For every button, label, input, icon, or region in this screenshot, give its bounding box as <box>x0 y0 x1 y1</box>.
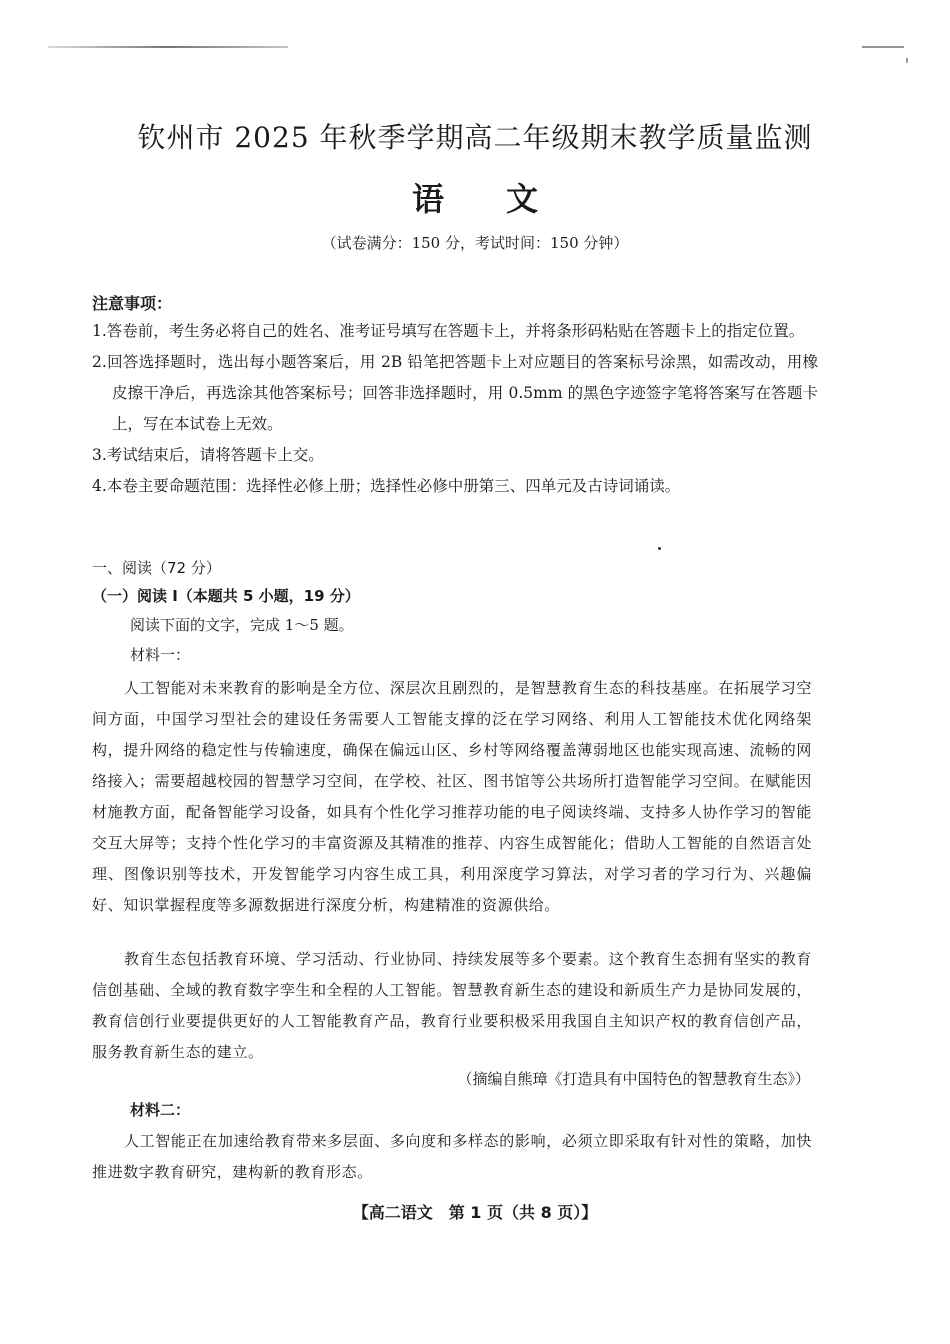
subsection-heading-reading-1: （一）阅读 Ⅰ（本题共 5 小题，19 分） <box>92 587 360 605</box>
material-one-source: （摘编自熊璋《打造具有中国特色的智慧教育生态》） <box>457 1070 810 1088</box>
subject-char-1: 语 <box>411 180 444 218</box>
material-one-label: 材料一： <box>130 646 191 664</box>
material-two-paragraph-1: 人工智能正在加速给教育带来多层面、多向度和多样态的影响，必须立即采取有针对性的策略，加快推进数字教育研究，建构新的教育形态。 <box>92 1132 812 1181</box>
notice-list <box>92 316 818 502</box>
page-footer: 【高二语文 第 1 页（共 8 页）】 <box>352 1203 598 1222</box>
scan-artifact-dot <box>658 547 661 550</box>
scan-artifact-left <box>48 46 288 48</box>
material-one-paragraph-2: 教育生态包括教育环境、学习活动、行业协同、持续发展等多个要素。这个教育生态拥有坚实的教育信创基础、全域的教育数字孪生和全程的人工智能。智慧教育新生态的建设和新质生产力是协同发展的，教育信创行业要提供更好的人工智能教育产品，教育行业要积极采用我国自主知识产权的教育信创产品，服务教育新生态的建立。 <box>92 950 812 1061</box>
exam-title: 钦州市 2025 年秋季学期高二年级期末教学质量监测 <box>137 121 813 154</box>
material-two-label: 材料二： <box>130 1101 191 1119</box>
notice-item-4: 4.本卷主要命题范围：选择性必修上册；选择性必修中册第三、四单元及古诗词诵读。 <box>92 477 681 495</box>
notice-item-3: 3.考试结束后，请将答题卡上交。 <box>92 446 324 464</box>
reading-instruction: 阅读下面的文字，完成 1～5 题。 <box>130 616 354 634</box>
subject-char-2: 文 <box>506 180 539 218</box>
subject-title <box>0 174 950 220</box>
notice-heading: 注意事项： <box>92 294 173 313</box>
section-heading-reading: 一、阅读（72 分） <box>92 559 221 577</box>
material-one-paragraph-1: 人工智能对未来教育的影响是全方位、深层次且剧烈的，是智慧教育生态的科技基座。在拓展学习空间方面，中国学习型社会的建设任务需要人工智能支撑的泛在学习网络、利用人工智能技术优化网络架构，提升网络的稳定性与传输速度，确保在偏远山区、乡村等网络覆盖薄弱地区也能实现高速、流畅的网络接入；需要超越校园的智慧学习空间，在学校、社区、图书馆等公共场所打造智能学习空间。在赋能因材施教方面，配备智能学习设备，如具有个性化学习推荐功能的电子阅读终端、支持多人协作学习的智能交互大屏等；支持个性化学习的丰富资源及其精准的推荐、内容生成智能化；借助人工智能的自然语言处理、图像识别等技术，开发智能学习内容生成工具，利用深度学习算法，对学习者的学习行为、兴趣偏好、知识掌握程度等多源数据进行深度分析，构建精准的资源供给。 <box>92 679 812 914</box>
scan-artifact-mark <box>906 58 908 63</box>
notice-item-1: 1.答卷前，考生务必将自己的姓名、准考证号填写在答题卡上，并将条形码粘贴在答题卡上的指定位置。 <box>92 322 805 340</box>
exam-info: （试卷满分：150 分，考试时间：150 分钟） <box>321 234 629 252</box>
scan-artifact-right <box>862 46 904 48</box>
notice-item-2: 2.回答选择题时，选出每小题答案后，用 2B 铅笔把答题卡上对应题目的答案标号涂黑，如需改动，用橡皮擦干净后，再选涂其他答案标号；回答非选择题时，用 0.5mm 的黑色字迹签字笔将答案写在答题卡上，写在本试卷上无效。 <box>92 353 818 433</box>
